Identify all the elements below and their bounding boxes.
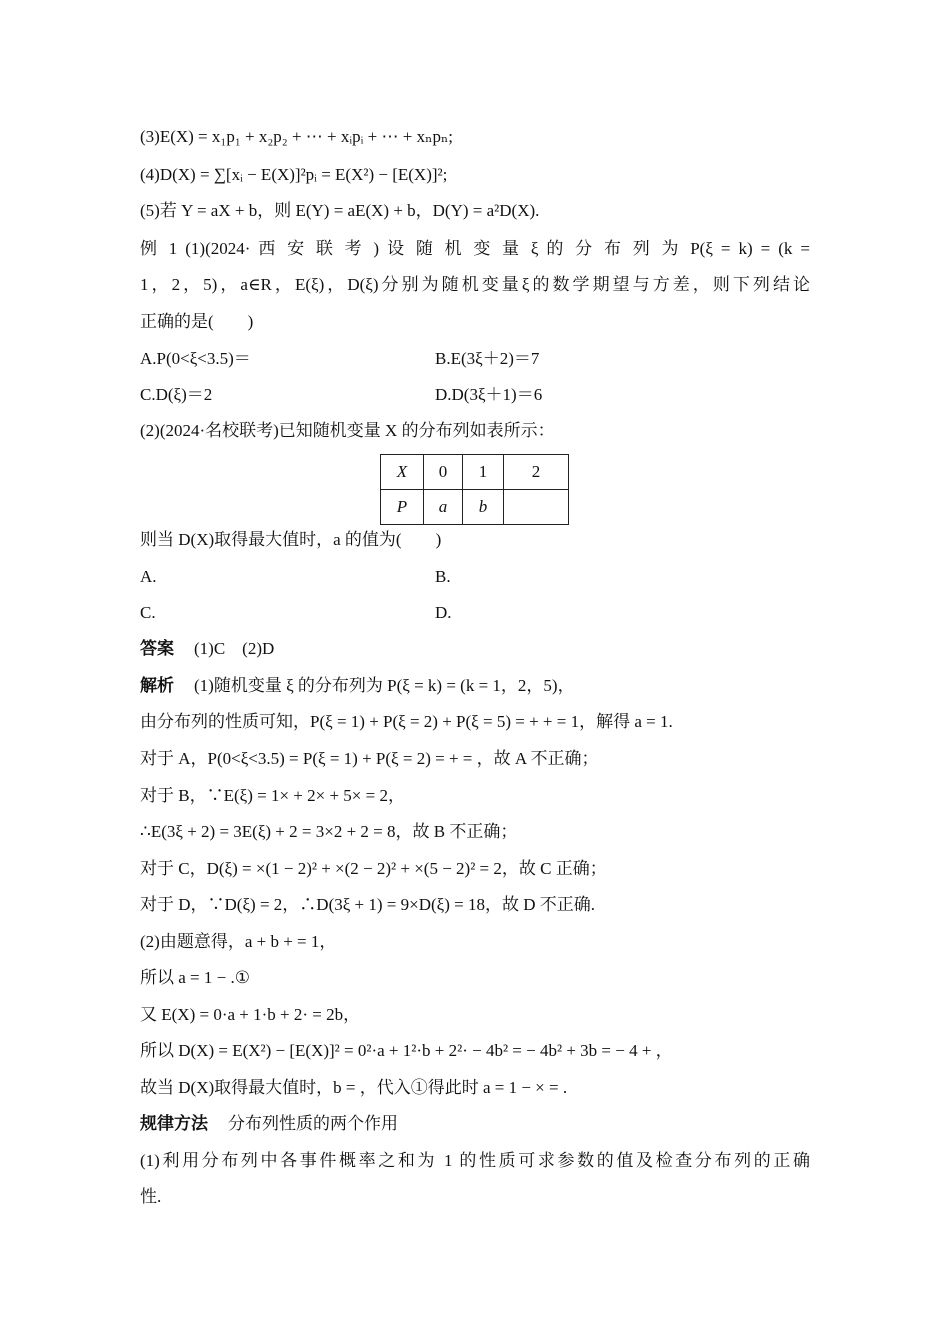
question1-options-row1 <box>140 348 810 370</box>
analysis-line-7: 对于 D，∵D(ξ) = 2，∴D(3ξ + 1) = 9×D(ξ) = 18，故 D 不正确. <box>140 895 596 914</box>
distribution-table <box>380 454 569 525</box>
analysis-text: (1)随机变量 ξ 的分布列为 P(ξ = k) = (k = 1，2，5)， <box>194 676 575 695</box>
analysis-line-10: 又 E(X) = 0·a + 1·b + 2· = 2b， <box>140 1005 361 1024</box>
table-cell: 1 <box>463 455 504 490</box>
table-cell <box>504 490 569 525</box>
option-c: C. <box>140 603 156 622</box>
method-title: 分布列性质的两个作用 <box>228 1114 398 1133</box>
analysis-line-5: ∴E(3ξ + 2) = 3E(ξ) + 2 = 3×2 + 2 = 8，故 B 不正确； <box>140 822 518 841</box>
example1-question1-line1: 例 1 (1)(2024· 西 安 联 考 ) 设 随 机 变 量 ξ 的 分 布 列 为 P(ξ = k) = (k = <box>140 239 810 258</box>
table-cell: 2 <box>504 455 569 490</box>
option-b: B. <box>435 567 451 586</box>
example1-question2-line1: (2)(2024·名校联考)已知随机变量 X 的分布列如表所示： <box>140 421 555 440</box>
table-row <box>381 455 569 490</box>
method-line-2: 性. <box>140 1187 162 1206</box>
table-cell: 0 <box>424 455 463 490</box>
table-row <box>381 490 569 525</box>
answer-text: (1)C (2)D <box>194 639 275 658</box>
example1-question1-line3: 正确的是( ) <box>140 312 254 331</box>
table-cell: b <box>463 490 504 525</box>
option-a: A. <box>140 567 157 586</box>
analysis-label: 解析 <box>140 676 174 695</box>
formula-expectation: (3)E(X) = x₁p₁ + x₂p₂ + ⋯ + xᵢpᵢ + ⋯ + xₙpₙ; <box>140 127 454 146</box>
example1-question1-line2: 1，2，5)，a∈R，E(ξ)，D(ξ)分别为随机变量ξ的数学期望与方差，则下列结论 <box>140 275 810 294</box>
answer-label: 答案 <box>140 639 174 658</box>
analysis-line-9: 所以 a = 1 − .① <box>140 968 250 987</box>
analysis-line-8: (2)由题意得，a + b + = 1， <box>140 932 337 951</box>
formula-linear-transform: (5)若 Y = aX + b，则 E(Y) = aE(X) + b，D(Y) = a²D(X). <box>140 201 540 220</box>
option-a: A.P(0<ξ<3.5)＝ <box>140 349 251 368</box>
question2-options-row1 <box>140 566 810 588</box>
analysis-line-4: 对于 B，∵E(ξ) = 1× + 2× + 5× = 2， <box>140 786 405 805</box>
method-label: 规律方法 <box>140 1114 208 1133</box>
option-b: B.E(3ξ＋2)＝7 <box>435 349 540 368</box>
table-cell: a <box>424 490 463 525</box>
method-heading <box>140 1113 810 1135</box>
analysis-line-2: 由分布列的性质可知，P(ξ = 1) + P(ξ = 2) + P(ξ = 5) = + + = 1，解得 a = 1. <box>140 712 673 731</box>
option-d: D.D(3ξ＋1)＝6 <box>435 385 543 404</box>
analysis-line-3: 对于 A，P(0<ξ<3.5) = P(ξ = 1) + P(ξ = 2) = + = ，故 A 不正确； <box>140 749 599 768</box>
analysis-line-12: 故当 D(X)取得最大值时，b = ，代入①得此时 a = 1 − × = . <box>140 1078 568 1097</box>
analysis-line-1 <box>140 675 810 697</box>
question2-options-row2 <box>140 602 810 624</box>
analysis-line-6: 对于 C，D(ξ) = ×(1 − 2)² + ×(2 − 2)² + ×(5 − 2)² = 2，故 C 正确； <box>140 859 607 878</box>
question1-options-row2 <box>140 384 810 406</box>
method-line-1: (1)利用分布列中各事件概率之和为 1 的性质可求参数的值及检查分布列的正确 <box>140 1151 810 1170</box>
option-c: C.D(ξ)＝2 <box>140 385 213 404</box>
table-cell: X <box>381 455 424 490</box>
analysis-line-11: 所以 D(X) = E(X²) − [E(X)]² = 0²·a + 1²·b + 2²· − 4b² = − 4b² + 3b = − 4 + ， <box>140 1041 673 1060</box>
example1-question2-line2: 则当 D(X)取得最大值时，a 的值为( ) <box>140 530 442 549</box>
table-cell: P <box>381 490 424 525</box>
option-d: D. <box>435 603 452 622</box>
answer-line <box>140 638 810 660</box>
formula-variance: (4)D(X) = ∑[xᵢ − E(X)]²pᵢ = E(X²) − [E(X)]²; <box>140 165 448 184</box>
